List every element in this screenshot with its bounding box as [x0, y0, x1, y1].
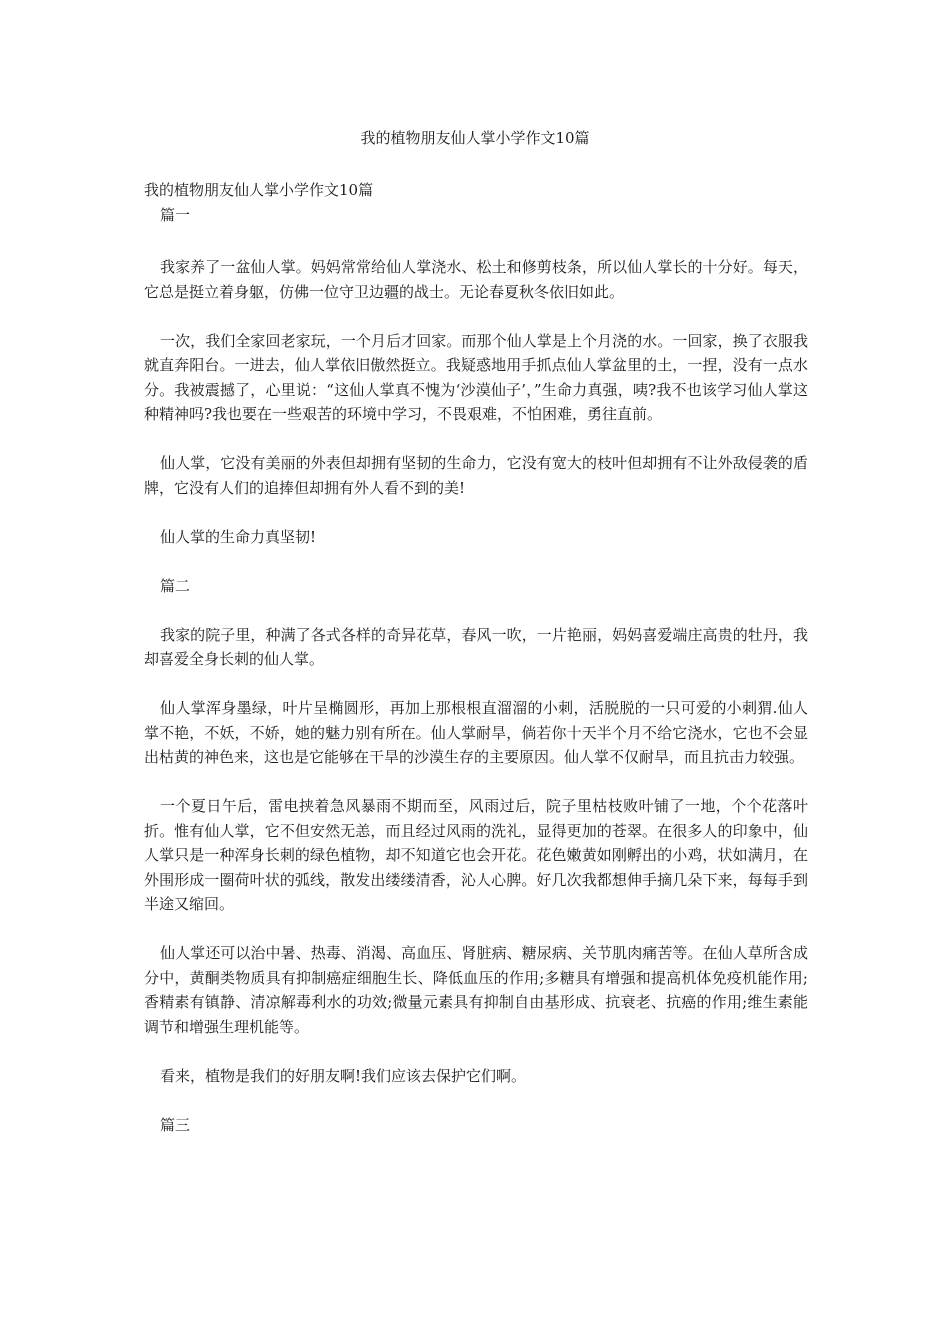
spacer — [144, 672, 808, 697]
paragraph: 仙人掌浑身墨绿，叶片呈椭圆形，再加上那根根直溜溜的小刺，活脱脱的一只可爱的小刺猬.仙人掌不艳，不妖，不娇，她的魅力别有所在。仙人掌耐旱，倘若你十天半个月不给它浇水，它也不会显出枯黄的神色来，这也是它能够在干旱的沙漠生存的主要原因。仙人掌不仅耐旱，而且抗击力较强。 — [144, 699, 808, 766]
paragraph: 我家的院子里，种满了各式各样的奇异花草，春风一吹，一片艳丽，妈妈喜爱端庄高贵的牡丹，我却喜爱全身长刺的仙人掌。 — [144, 625, 808, 668]
page-title: 我的植物朋友仙人掌小学作文10篇 — [360, 129, 590, 147]
paragraph: 仙人掌的生命力真坚韧! — [160, 527, 317, 546]
spacer — [144, 598, 808, 623]
spacer — [144, 304, 808, 329]
section-heading-two: 篇二 — [160, 576, 191, 595]
paragraph: 仙人掌，它没有美丽的外表但却拥有坚韧的生命力，它没有宽大的枝叶但却拥有不让外敌侵袭的盾牌，它没有人们的追捧但却拥有外人看不到的美! — [144, 454, 808, 497]
document-subtitle: 我的植物朋友仙人掌小学作文10篇 — [144, 181, 374, 199]
spacer — [144, 549, 808, 574]
paragraph: 看来，植物是我们的好朋友啊!我们应该去保护它们啊。 — [160, 1066, 527, 1085]
spacer — [144, 427, 808, 452]
section-heading-three: 篇三 — [160, 1115, 191, 1134]
paragraph: 仙人掌还可以治中暑、热毒、消渴、高血压、肾脏病、糖尿病、关节肌肉痛苦等。在仙人草所含成分中，黄酮类物质具有抑制癌症细胞生长、降低血压的作用;多糖具有增强和提高机体免疫机能作用;香精素有镇静、清凉解毒利水的功效;微量元素具有抑制自由基形成、抗衰老、抗癌的作用;维生素能调节和增强生理机能等。 — [144, 944, 808, 1036]
spacer — [144, 770, 808, 795]
spacer — [144, 917, 808, 942]
paragraph: 一个夏日午后，雷电挟着急风暴雨不期而至，风雨过后，院子里枯枝败叶铺了一地，个个花落叶折。惟有仙人掌，它不但安然无恙，而且经过风雨的洗礼，显得更加的苍翠。在很多人的印象中，仙人掌只是一种浑身长刺的绿色植物，却不知道它也会开花。花色嫩黄如刚孵出的小鸡，状如满月，在外围形成一圈荷叶状的弧线，散发出缕缕清香，沁人心脾。好几次我都想伸手摘几朵下来，每每手到半途又缩回。 — [144, 797, 808, 913]
spacer — [144, 500, 808, 525]
document-body — [144, 178, 808, 1137]
section-heading-one: 篇一 — [160, 205, 191, 224]
spacer — [144, 227, 808, 255]
spacer — [144, 1088, 808, 1113]
paragraph: 一次，我们全家回老家玩，一个月后才回家。而那个仙人掌是上个月浇的水。一回家，换了衣服我就直奔阳台。一进去，仙人掌依旧傲然挺立。我疑惑地用手抓点仙人掌盆里的土，一捏，没有一点水分。我被震撼了，心里说：“这仙人掌真不愧为‘沙漠仙子’，”生命力真强，咦?我不也该学习仙人掌这种精神吗?我也要在一些艰苦的环境中学习，不畏艰难，不怕困难，勇往直前。 — [144, 331, 808, 423]
paragraph: 我家养了一盆仙人掌。妈妈常常给仙人掌浇水、松土和修剪枝条，所以仙人掌长的十分好。每天，它总是挺立着身躯，仿佛一位守卫边疆的战士。无论春夏秋冬依旧如此。 — [144, 258, 808, 301]
spacer — [144, 1039, 808, 1064]
